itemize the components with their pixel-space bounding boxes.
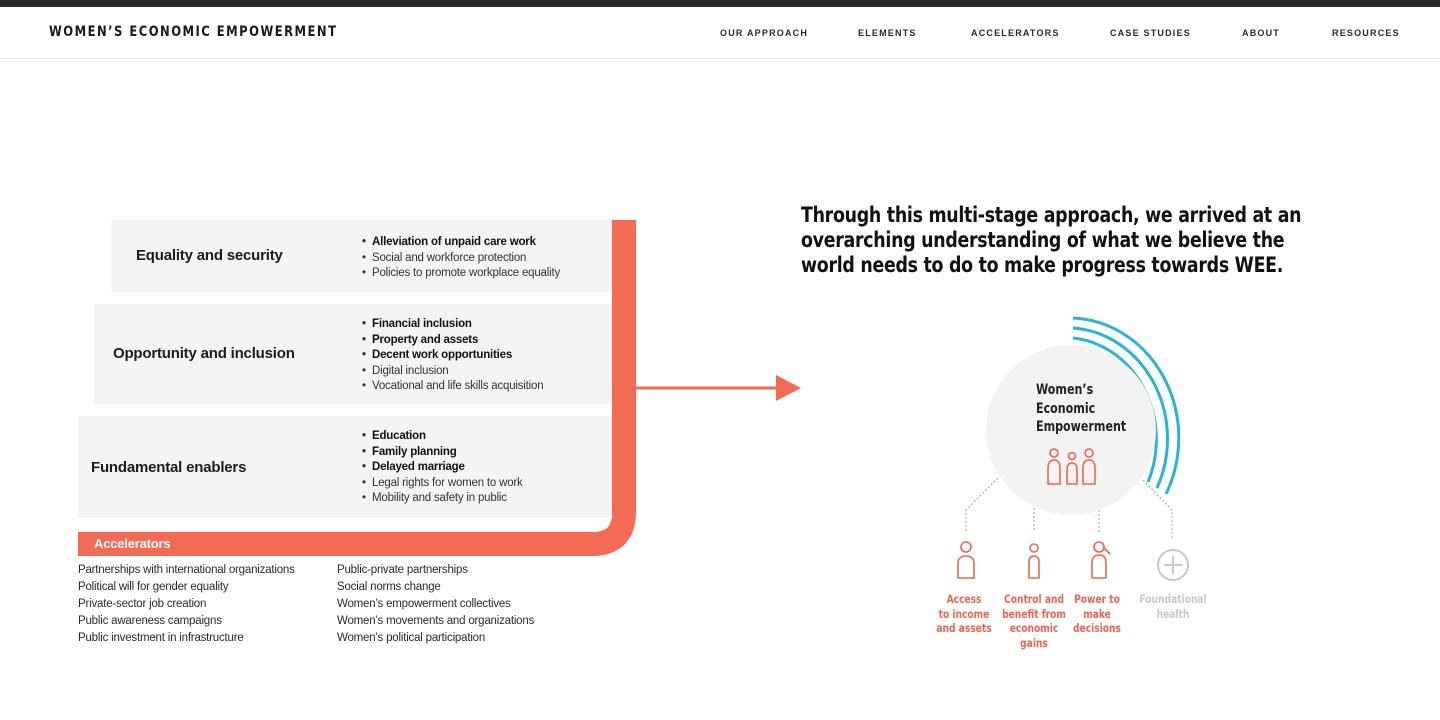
list-item: • Decent work opportunities [362,348,543,364]
list-item: • Legal rights for women to work [362,476,523,492]
woman-icon [1084,540,1114,582]
list-item: Public investment in infrastructure [78,632,244,644]
site-brand[interactable]: WOMEN’S ECONOMIC EMPOWERMENT [49,24,338,40]
card-title: Fundamental enablers [91,459,247,476]
list-item: • Alleviation of unpaid care work [362,235,560,251]
summary-headline: Through this multi-stage approach, we arrived at an overarching understanding of what we believe the world needs to do to make progress towards WEE. [801,203,1302,277]
list-item: • Vocational and life skills acquisition [362,379,543,395]
outcome-line: Access [946,592,982,606]
outcome-power [1063,592,1132,636]
list-item: • Property and assets [362,333,543,349]
list-item: Public awareness campaigns [78,615,222,627]
list-item: • Education [362,429,523,445]
nav-case-studies[interactable]: CASE STUDIES [1110,28,1191,38]
plus-circle-icon [1156,548,1190,582]
list-item: • Social and workforce protection [362,251,560,267]
outcome-line: make [1083,606,1111,621]
list-item: Women’s movements and organizations [337,615,535,627]
list-item: • Digital inclusion [362,364,543,380]
wee-title-line: Economic [1036,400,1096,417]
accelerators-label: Accelerators [94,536,171,551]
list-item: Partnerships with international organizations [78,564,295,576]
outcome-line: benefit from [1002,606,1066,621]
outcome-access [929,592,999,636]
list-item: • Financial inclusion [362,317,543,333]
outcome-line: to income [938,606,990,621]
woman-icon [1019,542,1049,584]
nav-resources[interactable]: RESOURCES [1332,28,1400,38]
nav-about[interactable]: ABOUT [1242,28,1280,38]
wee-title-line: Empowerment [1036,419,1127,435]
outcome-line: and assets [936,621,992,635]
woman-icon [951,540,981,582]
list-item: Women’s empowerment collectives [337,598,511,610]
list-item: Political will for gender equality [78,581,229,593]
card-title: Opportunity and inclusion [113,345,295,362]
nav-elements[interactable]: ELEMENTS [858,28,917,38]
list-item: • Policies to promote workplace equality [362,266,560,282]
outcome-line: Power to [1074,592,1120,606]
wee-title-line: Women’s [1036,382,1094,398]
list-item: • Delayed marriage [362,460,523,476]
outcome-line: economic [1009,621,1059,635]
outcome-line: health [1156,606,1190,621]
list-item: Social norms change [337,581,441,593]
list-item: Women’s political participation [337,632,486,644]
list-item: • Mobility and safety in public [362,491,523,507]
nav-accelerators[interactable]: ACCELERATORS [971,28,1060,38]
outcome-line: Foundational [1139,592,1207,606]
nav-our-approach[interactable]: OUR APPROACH [720,28,809,38]
outcome-line: gains [1020,635,1048,650]
outcome-line: decisions [1073,621,1121,635]
card-title: Equality and security [136,247,283,264]
outcome-line: Control and [1004,592,1064,606]
outcome-health [1133,592,1212,621]
list-item: • Family planning [362,445,523,461]
list-item: Public-private partnerships [337,564,468,576]
list-item: Private-sector job creation [78,598,207,610]
